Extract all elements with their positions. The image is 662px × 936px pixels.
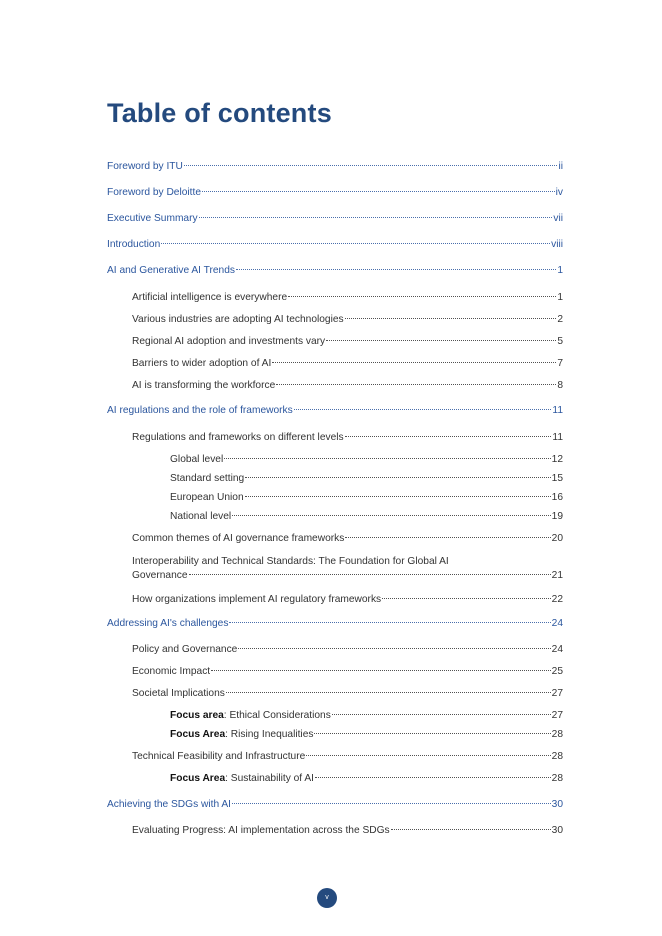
toc-entry-sustainability[interactable] [170,772,563,786]
toc-entry-regulations-levels[interactable] [132,431,563,445]
dot-leader [315,777,551,778]
dot-leader [236,269,556,270]
toc-entry-page: 30 [551,799,563,810]
dot-leader [232,515,550,516]
toc-entry-label: Various industries are adopting AI technologies [132,314,344,325]
toc-entry-page: ii [558,161,563,172]
toc-entry-label: Technical Feasibility and Infrastructure [132,751,306,762]
dot-leader [211,670,551,671]
page-number-badge: v [317,888,337,908]
dot-leader [229,622,550,623]
toc-entry-page: 5 [557,336,563,347]
toc-entry-regional-adoption[interactable] [132,335,563,349]
dot-leader [161,243,550,244]
dot-leader [232,803,551,804]
toc-entry-page: 11 [552,432,563,443]
toc-entry-label: : Sustainability of AI [225,773,315,784]
toc-entry-label: Addressing AI's challenges [107,618,229,629]
toc-entry-addressing-challenges[interactable] [107,617,563,631]
dot-leader [294,409,552,410]
dot-leader [184,165,558,166]
toc-entry-evaluating-progress[interactable] [132,824,563,838]
toc-entry-page: 8 [557,380,563,391]
focus-area-prefix: Focus area [170,710,224,721]
dot-leader [306,755,550,756]
toc-entry-page: 27 [551,688,563,699]
dot-leader [332,714,551,715]
toc-entry-page: 22 [551,594,563,605]
toc-entry-label: Economic Impact [132,666,211,677]
dot-leader [245,477,550,478]
dot-leader [345,537,550,538]
toc-entry-policy-governance[interactable] [132,643,563,657]
toc-entry-foreword-itu[interactable] [107,160,563,174]
toc-entry-executive-summary[interactable] [107,212,563,226]
toc-entry-label: Regulations and frameworks on different levels [132,432,344,443]
dot-leader [238,648,550,649]
toc-entry-label: Achieving the SDGs with AI [107,799,232,810]
dot-leader [382,598,551,599]
dot-leader [189,574,551,575]
dot-leader [245,496,551,497]
toc-entry-page: 27 [551,710,563,721]
toc-entry-label: Artificial intelligence is everywhere [132,292,288,303]
toc-entry-label: AI regulations and the role of frameworks [107,405,293,416]
dot-leader [226,692,551,693]
toc-entry-page: 12 [551,454,563,465]
toc-entry-label: AI is transforming the workforce [132,380,276,391]
toc-entry-page: vii [553,213,563,224]
toc-entry-label: National level [170,511,232,522]
dot-leader [199,217,553,218]
toc-entry-barriers[interactable] [132,357,563,371]
toc-entry-organizations-implement[interactable] [132,593,563,607]
toc-entry-page: 21 [551,570,563,581]
toc-entry-label: European Union [170,492,244,503]
toc-entry-societal-implications[interactable] [132,687,563,701]
toc-entry-page: 25 [551,666,563,677]
dot-leader [202,191,555,192]
toc-entry-ai-everywhere[interactable] [132,291,563,305]
toc-entry-label: Interoperability and Technical Standards: The Foundation for Global AI [132,556,449,567]
toc-entry-workforce[interactable] [132,379,563,393]
toc-entry-page: iv [555,187,563,198]
toc-entry-label: Executive Summary [107,213,198,224]
toc-entry-page: 20 [551,533,563,544]
toc-entry-achieving-sdgs[interactable] [107,798,563,812]
toc-entry-foreword-deloitte[interactable] [107,186,563,200]
toc-entry-page: 2 [557,314,563,325]
toc-entry-common-themes[interactable] [132,532,563,546]
toc-entry-ethical-considerations[interactable] [170,709,563,723]
toc-entry-interoperability[interactable] [132,555,563,583]
toc-entry-standard-setting[interactable] [170,472,563,486]
toc-entry-page: 11 [552,405,563,416]
toc-entry-label: Barriers to wider adoption of AI [132,358,272,369]
toc-entry-label: Common themes of AI governance frameworks [132,533,345,544]
toc-entry-national-level[interactable] [170,510,563,524]
toc-entry-page: 24 [551,618,563,629]
dot-leader [345,436,552,437]
dot-leader [345,318,557,319]
toc-entry-introduction[interactable] [107,238,563,252]
toc-entry-page: 1 [557,265,563,276]
toc-entry-page: 19 [551,511,563,522]
toc-entry-rising-inequalities[interactable] [170,728,563,742]
dot-leader [288,296,556,297]
toc-entry-label: Introduction [107,239,161,250]
toc-entry-ai-regulations[interactable] [107,404,563,418]
toc-entry-label: How organizations implement AI regulatory frameworks [132,594,382,605]
toc-entry-technical-feasibility[interactable] [132,750,563,764]
focus-area-prefix: Focus Area [170,729,226,740]
focus-area-prefix: Focus Area [170,773,226,784]
toc-entry-label-cont: Governance [132,570,188,581]
toc-entry-label: Foreword by Deloitte [107,187,201,198]
toc-entry-page: 28 [551,751,563,762]
toc-entry-label: Standard setting [170,473,245,484]
dot-leader [391,829,551,830]
toc-entry-page: 15 [551,473,563,484]
dot-leader [314,733,550,734]
page-title: Table of contents [107,98,332,128]
toc-entry-label: : Ethical Considerations [223,710,331,721]
toc-entry-european-union[interactable] [170,491,563,505]
dot-leader [224,458,550,459]
toc-entry-industries-adopting[interactable] [132,313,563,327]
toc-entry-page: 24 [551,644,563,655]
toc-entry-label: Global level [170,454,224,465]
toc-entry-page: 16 [551,492,563,503]
dot-leader [272,362,556,363]
toc-entry-page: 30 [551,825,563,836]
toc-entry-global-level[interactable] [170,453,563,467]
toc-entry-page: 1 [557,292,563,303]
toc-entry-label: Regional AI adoption and investments vary [132,336,326,347]
toc-entry-label: Policy and Governance [132,644,238,655]
toc-entry-label: Foreword by ITU [107,161,183,172]
toc-entry-page: 7 [557,358,563,369]
toc-entry-label: Evaluating Progress: AI implementation across the SDGs [132,825,390,836]
toc-entry-page: viii [551,239,563,250]
toc-entry-label: Societal Implications [132,688,225,699]
toc-entry-page: 28 [551,773,563,784]
dot-leader [326,340,556,341]
dot-leader [276,384,556,385]
toc-entry-economic-impact[interactable] [132,665,563,679]
toc-entry-page: 28 [551,729,563,740]
toc-entry-label: : Rising Inequalities [225,729,314,740]
toc-entry-label: AI and Generative AI Trends [107,265,235,276]
toc-entry-ai-trends[interactable] [107,264,563,278]
